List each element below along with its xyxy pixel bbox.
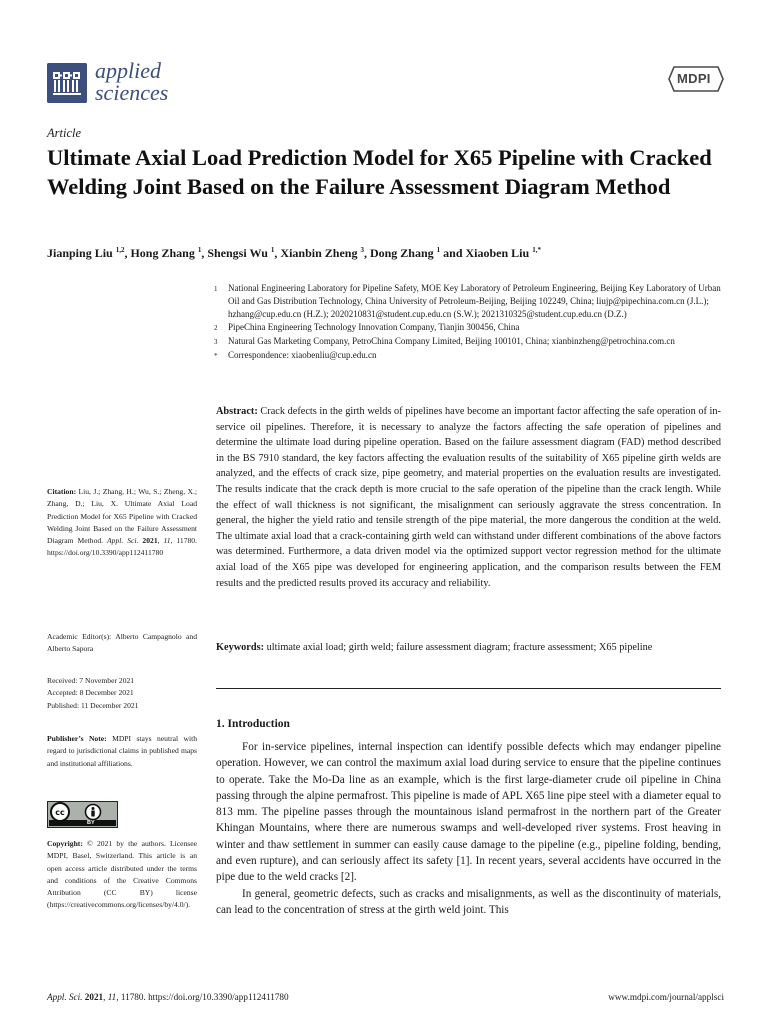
affiliations — [214, 282, 724, 363]
abstract-text: Crack defects in the girth welds of pipelines have become an important factor affecting the safe operation of in-service oil pipelines. Therefore, it is necessary to analyze the factors affecting the safe operation of pipelines and determine the ultimate load during pipeline operation. Based on the failure assessment diagram (FAD) method described in the BS 7910 standard, the key factors affecting the evaluation results of the suitability of X65 pipeline girth welds are analyzed, and the effects of crack size, pipe geometry, and material properties on the evaluation results are investigated. The results indicate that the crack depth is more crucial to the safe operation of the pipeline than the crack length. While the effect of wall thickness is not significant, the misalignment can seriously aggravate the stress concentration. In general, the higher the yield ratio and tensile strength of the pipe material, the more dangerous the condition at the weld. The ultimate axial load that a crack-containing girth weld can withstand under different combinations of the above factors was determined. Furthermore, a data driven model via the optimized support vector regression method for the ultimate axial load of the X65 pipe was developed for engineering application, and the comparison results between the FEM results and the predicted results proved its accuracy and reliability. — [216, 406, 721, 589]
journal-name-line1: applied — [95, 58, 161, 83]
publisher-note-text: MDPI stays neutral with regard to jurisdictional claims in published maps and institutional affiliations. — [47, 734, 197, 768]
published-date: Published: 11 December 2021 — [47, 700, 139, 710]
affiliation-item — [214, 282, 724, 321]
journal-logo-icon — [47, 63, 87, 103]
svg-text:cc: cc — [55, 808, 65, 817]
author-list: Jianping Liu $^{1,2}$, Hong Zhang $^1$, Shengsi Wu $^1$, Xianbin Zheng $^3$, Dong Zhang $^1$ and Xiaoben Liu $^{1,*}$ — [47, 246, 541, 260]
abstract — [216, 404, 721, 591]
citation-volume: 11 — [163, 536, 171, 546]
citation-journal: Appl. Sci. — [107, 536, 139, 546]
affiliation-item — [214, 335, 724, 349]
page-footer — [47, 992, 724, 1002]
citation-doi[interactable]: 11780. https://doi.org/10.3390/app112411780 — [47, 536, 197, 558]
affiliation-item — [214, 321, 724, 335]
journal-name — [95, 60, 168, 104]
cc-license-label: BY — [87, 820, 95, 826]
publisher-name: MDPI — [677, 71, 711, 86]
section-divider — [216, 688, 721, 689]
cc-by-license-icon[interactable] — [47, 801, 118, 828]
publisher-note-label: Publisher’s Note: — [47, 734, 107, 743]
footer-journal: Appl. Sci. — [47, 992, 83, 1002]
accepted-date: Accepted: 8 December 2021 — [47, 688, 134, 698]
introduction-body — [216, 739, 721, 918]
footer-volume: 11 — [107, 992, 117, 1002]
received-date: Received: 7 November 2021 — [47, 676, 135, 685]
affiliation-text: Natural Gas Marketing Company, PetroChina Company Limited, Beijing 100101, China; xianbinzheng@petrochina.com.cn — [228, 336, 675, 346]
paragraph: In general, geometric defects, such as cracks and misalignments, as well as the discontinuity of materials, can lead to the concentration of stress at the girth weld joint. This — [216, 887, 721, 916]
affiliation-number: 2 — [214, 324, 218, 332]
affiliation-text: Correspondence: xiaobenliu@cup.edu.cn — [228, 350, 377, 360]
citation-label: Citation: — [47, 487, 77, 496]
publication-dates — [47, 675, 197, 712]
citation-block: Citation: Liu, J.; Zhang, H.; Wu, S.; Zheng, X.; Zhang, D.; Liu, X. Ultimate Axial Load Prediction Model for X65 Pipeline with Cracked Welding Joint Based on the Failure Assessment Diagram Method. Appl. Sci. 2021, 11, 11780. https://doi.org/10.3390/app112411780 — [47, 487, 197, 558]
academic-editor: Academic Editor(s): Alberto Campagnolo and Alberto Sapora — [47, 632, 197, 654]
footer-year: 2021 — [84, 992, 104, 1002]
affiliation-text: PipeChina Engineering Technology Innovation Company, Tianjin 300456, China — [228, 322, 520, 332]
affiliation-number: 3 — [214, 338, 218, 346]
copyright-text: © 2021 by the authors. Licensee MDPI, Basel, Switzerland. This article is an open access article distributed under the terms and conditions of the Creative Commons Attribution (CC BY) license (https://creativecommons.org/licenses/by/4.0/). — [47, 839, 197, 910]
affiliation-number: * — [214, 352, 218, 360]
abstract-label: Abstract: — [216, 406, 258, 417]
affiliation-number: 1 — [214, 285, 218, 293]
keywords-text: ultimate axial load; girth weld; failure assessment diagram; fracture assessment; X65 pipeline — [266, 642, 653, 653]
citation-text: Liu, J.; Zhang, H.; Wu, S.; Zheng, X.; Zhang, D.; Liu, X. Ultimate Axial Load Prediction Model for X65 Pipeline with Cracked Welding Joint Based on the Failure Assessment Diagram Method. — [47, 487, 197, 546]
keywords-label: Keywords: — [216, 642, 265, 653]
keywords — [216, 640, 721, 656]
publisher-note — [47, 733, 197, 770]
article-type: Article — [47, 126, 82, 140]
section-heading: 1. Introduction — [216, 718, 290, 730]
citation-year: 2021 — [142, 536, 158, 546]
page-title: Ultimate Axial Load Prediction Model for X65 Pipeline with Cracked Welding Joint Based on the Failure Assessment Diagram Method — [47, 145, 712, 199]
journal-name-line2: sciences — [95, 80, 169, 105]
affiliation-text: National Engineering Laboratory for Pipeline Safety, MOE Key Laboratory of Petroleum Engineering, Beijing Key Laboratory of Urban Oil and Gas Distribution Technology, China University of Petroleum-Beijing, Beijing 102249, China; liujp@pipechina.com.cn (J.L.); hzhang@cup.edu.cn (H.Z.); 2020210831@student.cup.edu.cn (S.W.); 2021310325@student.cup.edu.cn (D.Z.) — [228, 283, 721, 319]
affiliation-item — [214, 349, 724, 363]
footer-doi[interactable]: 11780. https://doi.org/10.3390/app112411780 — [120, 992, 289, 1002]
footer-journal-url[interactable]: www.mdpi.com/journal/applsci — [608, 992, 724, 1002]
mdpi-logo — [668, 66, 724, 92]
paragraph: For in-service pipelines, internal inspection can identify possible defects which may endanger pipeline operation. However, we can control the maximum axial load during service to ensure that the pipeline continues to operate. Take the Mo-Da line as an example, which is the first large-diameter crude oil pipeline in China passing through the alpine permafrost. This pipeline is made of APL X65 line pipe steel with a diameter equal to 813 mm. The pipeline passes through the mountainous island permafrost in the northern part of the Greater Khingan Mountains, where there are numerous swamps and well-developed river systems. Frost heaving in winter and thaw settlement in summer can easily cause damage to the pipeline (e.g., pipeline folding, bending, and even rupture), and can seriously affect its safety [1]. In recent years, several accidents have occurred in the pipe due to the weld cracks [2]. — [216, 741, 721, 884]
footer-citation: Appl. Sci. 2021, 11, 11780. https://doi.org/10.3390/app112411780 — [47, 992, 289, 1002]
copyright-notice: Copyright: © 2021 by the authors. Licensee MDPI, Basel, Switzerland. This article is an open access article distributed under the terms and conditions of the Creative Commons Attribution (CC BY) license (https://creativecommons.org/licenses/by/4.0/). — [47, 839, 197, 910]
